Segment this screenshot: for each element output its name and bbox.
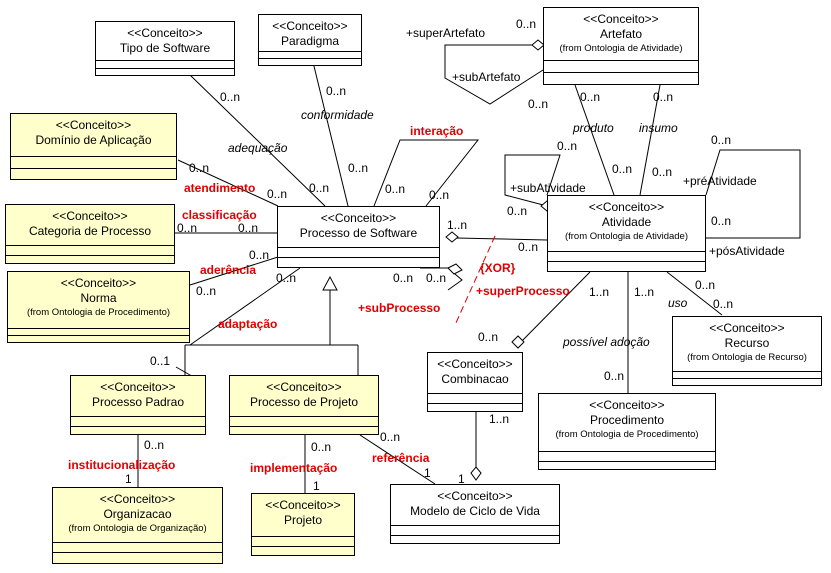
stereotype: <<Conceito>> — [52, 209, 128, 223]
mult-dominio-0n: 0..n — [189, 161, 210, 175]
stereotype: <<Conceito>> — [55, 118, 132, 132]
class-atividade[interactable] — [547, 195, 706, 272]
mult-paradigma-0n: 0..n — [326, 84, 347, 98]
mult-org-1: 1 — [125, 472, 132, 486]
stereotype: <<Conceito>> — [272, 19, 348, 33]
stereotype: <<Conceito>> — [99, 492, 176, 506]
class-procedimento[interactable] — [538, 393, 716, 470]
mult-atividade-proc-0n: 0..n — [518, 240, 539, 254]
class-name: Artefato — [599, 27, 643, 41]
assoc-produto: produto — [573, 121, 614, 135]
constraint-xor: {XOR} — [480, 261, 516, 275]
mult-padrao-org-0n: 0..n — [144, 438, 165, 452]
assoc-adequacao: adequação — [228, 141, 288, 155]
mult-insumo-art-0n: 0..n — [653, 90, 674, 104]
role-sub-artefato: +subArtefato — [452, 70, 521, 84]
mult-uso-atv-0n: 0..n — [695, 278, 716, 292]
role-super-processo: +superProcesso — [476, 284, 570, 298]
class-processo-padrao[interactable] — [70, 375, 206, 435]
class-artefato[interactable] — [543, 7, 699, 85]
assoc-aderencia: aderência — [200, 263, 257, 277]
mult-procedimento-0n: 0..n — [604, 369, 625, 383]
mult-modelo-1: 1 — [458, 472, 465, 486]
stereotype: <<Conceito>> — [266, 380, 342, 394]
assoc-classificacao: classificação — [182, 208, 257, 222]
mult-adaptacao-padrao-01: 0..1 — [150, 354, 171, 368]
assoc-insumo: insumo — [639, 121, 678, 135]
mult-tipo-0n: 0..n — [220, 90, 241, 104]
class-from: (from Ontologia de Recurso) — [687, 352, 807, 363]
mult-aderencia-proc-0n: 0..n — [249, 248, 270, 262]
class-name: Projeto — [283, 513, 323, 527]
class-from: (from Ontologia de Organização) — [68, 523, 207, 534]
assoc-conformidade: conformidade — [301, 108, 374, 122]
mult-norma-0n: 0..n — [196, 284, 217, 298]
assoc-interacao: interação — [410, 124, 464, 138]
class-name: Processo Padrao — [91, 395, 185, 409]
class-norma[interactable] — [7, 271, 190, 343]
mult-super-artefato-0n: 0..n — [516, 17, 537, 31]
class-name: Recurso — [724, 336, 770, 350]
role-sub-atividade: +subAtividade — [510, 181, 586, 195]
mult-subprocesso-a-0n: 0..n — [393, 271, 414, 285]
class-from: (from Ontologia de Atividade) — [564, 231, 689, 242]
class-recurso[interactable] — [672, 316, 822, 386]
class-name: Norma — [80, 291, 117, 305]
class-name: Paradigma — [280, 34, 340, 48]
mult-pre-0n: 0..n — [711, 133, 732, 147]
class-processo-de-software[interactable] — [277, 206, 440, 268]
stereotype: <<Conceito>> — [589, 398, 665, 412]
mult-uso-rec-0n: 0..n — [713, 297, 734, 311]
class-name: Categoria de Processo — [28, 224, 152, 238]
mult-sub-artefato-0n: 0..n — [528, 97, 549, 111]
mult-subatividade-a-0n: 0..n — [557, 139, 578, 153]
mult-referencia-0n: 0..n — [380, 430, 401, 444]
stereotype: <<Conceito>> — [100, 380, 176, 394]
mult-combinacao-0n: 0..n — [478, 330, 499, 344]
stereotype: <<Conceito>> — [588, 200, 665, 214]
mult-produto-atv-0n: 0..n — [612, 162, 633, 176]
stereotype: <<Conceito>> — [437, 357, 513, 371]
assoc-uso: uso — [668, 296, 688, 310]
class-name: Modelo de Ciclo de Vida — [410, 504, 540, 518]
assoc-atendimento: atendimento — [184, 181, 256, 195]
mult-pos-0n: 0..n — [711, 214, 732, 228]
role-super-artefato: +superArtefato — [406, 26, 486, 40]
assoc-institucionalizacao: institucionalização — [68, 458, 176, 472]
mult-produto-art-0n: 0..n — [580, 90, 601, 104]
mult-subatividade-b-0n: 0..n — [507, 204, 528, 218]
mult-subprocesso-b-0n: 0..n — [426, 271, 447, 285]
mult-adaptacao-proc-0n: 0..n — [276, 271, 297, 285]
class-paradigma[interactable] — [258, 14, 362, 66]
mult-conf-paradigma-0n: 0..n — [348, 161, 369, 175]
class-organizacao[interactable] — [52, 487, 223, 564]
class-dominio-de-aplicacao[interactable] — [10, 113, 177, 180]
mult-adequacao-proc-0n: 0..n — [267, 187, 288, 201]
mult-atv-procedimento-1n: 1..n — [634, 285, 655, 299]
class-from: (from Ontologia de Procedimento) — [555, 429, 699, 440]
mult-interacao-left-0n: 0..n — [385, 182, 406, 196]
stereotype: <<Conceito>> — [127, 26, 203, 40]
class-name: Processo de Projeto — [249, 395, 359, 409]
class-name: Processo de Software — [299, 226, 418, 240]
mult-categoria-0n: 0..n — [177, 221, 198, 235]
class-combinacao[interactable] — [427, 352, 523, 412]
class-from: (from Ontologia de Atividade) — [559, 43, 683, 54]
mult-atv-combinacao-1n: 1..n — [589, 285, 610, 299]
class-name: Domínio de Aplicação — [35, 133, 152, 147]
mult-referencia-1: 1 — [424, 466, 431, 480]
mult-projeto-1: 1 — [313, 479, 320, 493]
role-pre-atividade: +préAtividade — [683, 174, 757, 188]
mult-insumo-atv-0n: 0..n — [652, 165, 673, 179]
class-categoria-de-processo[interactable] — [5, 204, 175, 264]
stereotype: <<Conceito>> — [60, 276, 137, 290]
role-pos-atividade: +pósAtividade — [709, 244, 785, 258]
mult-conformidade-proc-0n: 0..n — [309, 181, 330, 195]
stereotype: <<Conceito>> — [709, 321, 785, 335]
class-name: Tipo de Software — [119, 41, 211, 55]
assoc-possivel-adocao: possível adoção — [563, 335, 650, 349]
stereotype: <<Conceito>> — [320, 211, 397, 225]
mult-classificacao-proc-0n: 0..n — [238, 221, 259, 235]
mult-projeto-proc-0n: 0..n — [311, 440, 332, 454]
mult-interacao-right-0n: 0..n — [429, 188, 450, 202]
assoc-implementacao: implementação — [250, 461, 338, 475]
mult-proc-atividade-1n: 1..n — [447, 218, 468, 232]
class-name: Atividade — [601, 215, 652, 229]
assoc-referencia: referência — [372, 451, 430, 465]
mult-combinacao-modelo-1n: 1..n — [489, 412, 510, 426]
role-sub-processo: +subProcesso — [358, 301, 441, 315]
class-from: (from Ontologia de Procedimento) — [26, 307, 171, 318]
stereotype: <<Conceito>> — [265, 498, 341, 512]
stereotype: <<Conceito>> — [583, 12, 659, 26]
class-processo-de-projeto[interactable] — [229, 375, 379, 435]
class-name: Procedimento — [589, 413, 665, 427]
stereotype: <<Conceito>> — [437, 489, 513, 503]
assoc-adaptacao: adaptação — [218, 317, 278, 331]
class-tipo-de-software[interactable] — [95, 21, 235, 76]
class-projeto[interactable] — [251, 493, 355, 556]
class-name: Organizacao — [103, 507, 172, 521]
class-name: Combinacao — [441, 372, 509, 386]
class-modelo-de-ciclo-de-vida[interactable] — [390, 484, 560, 544]
